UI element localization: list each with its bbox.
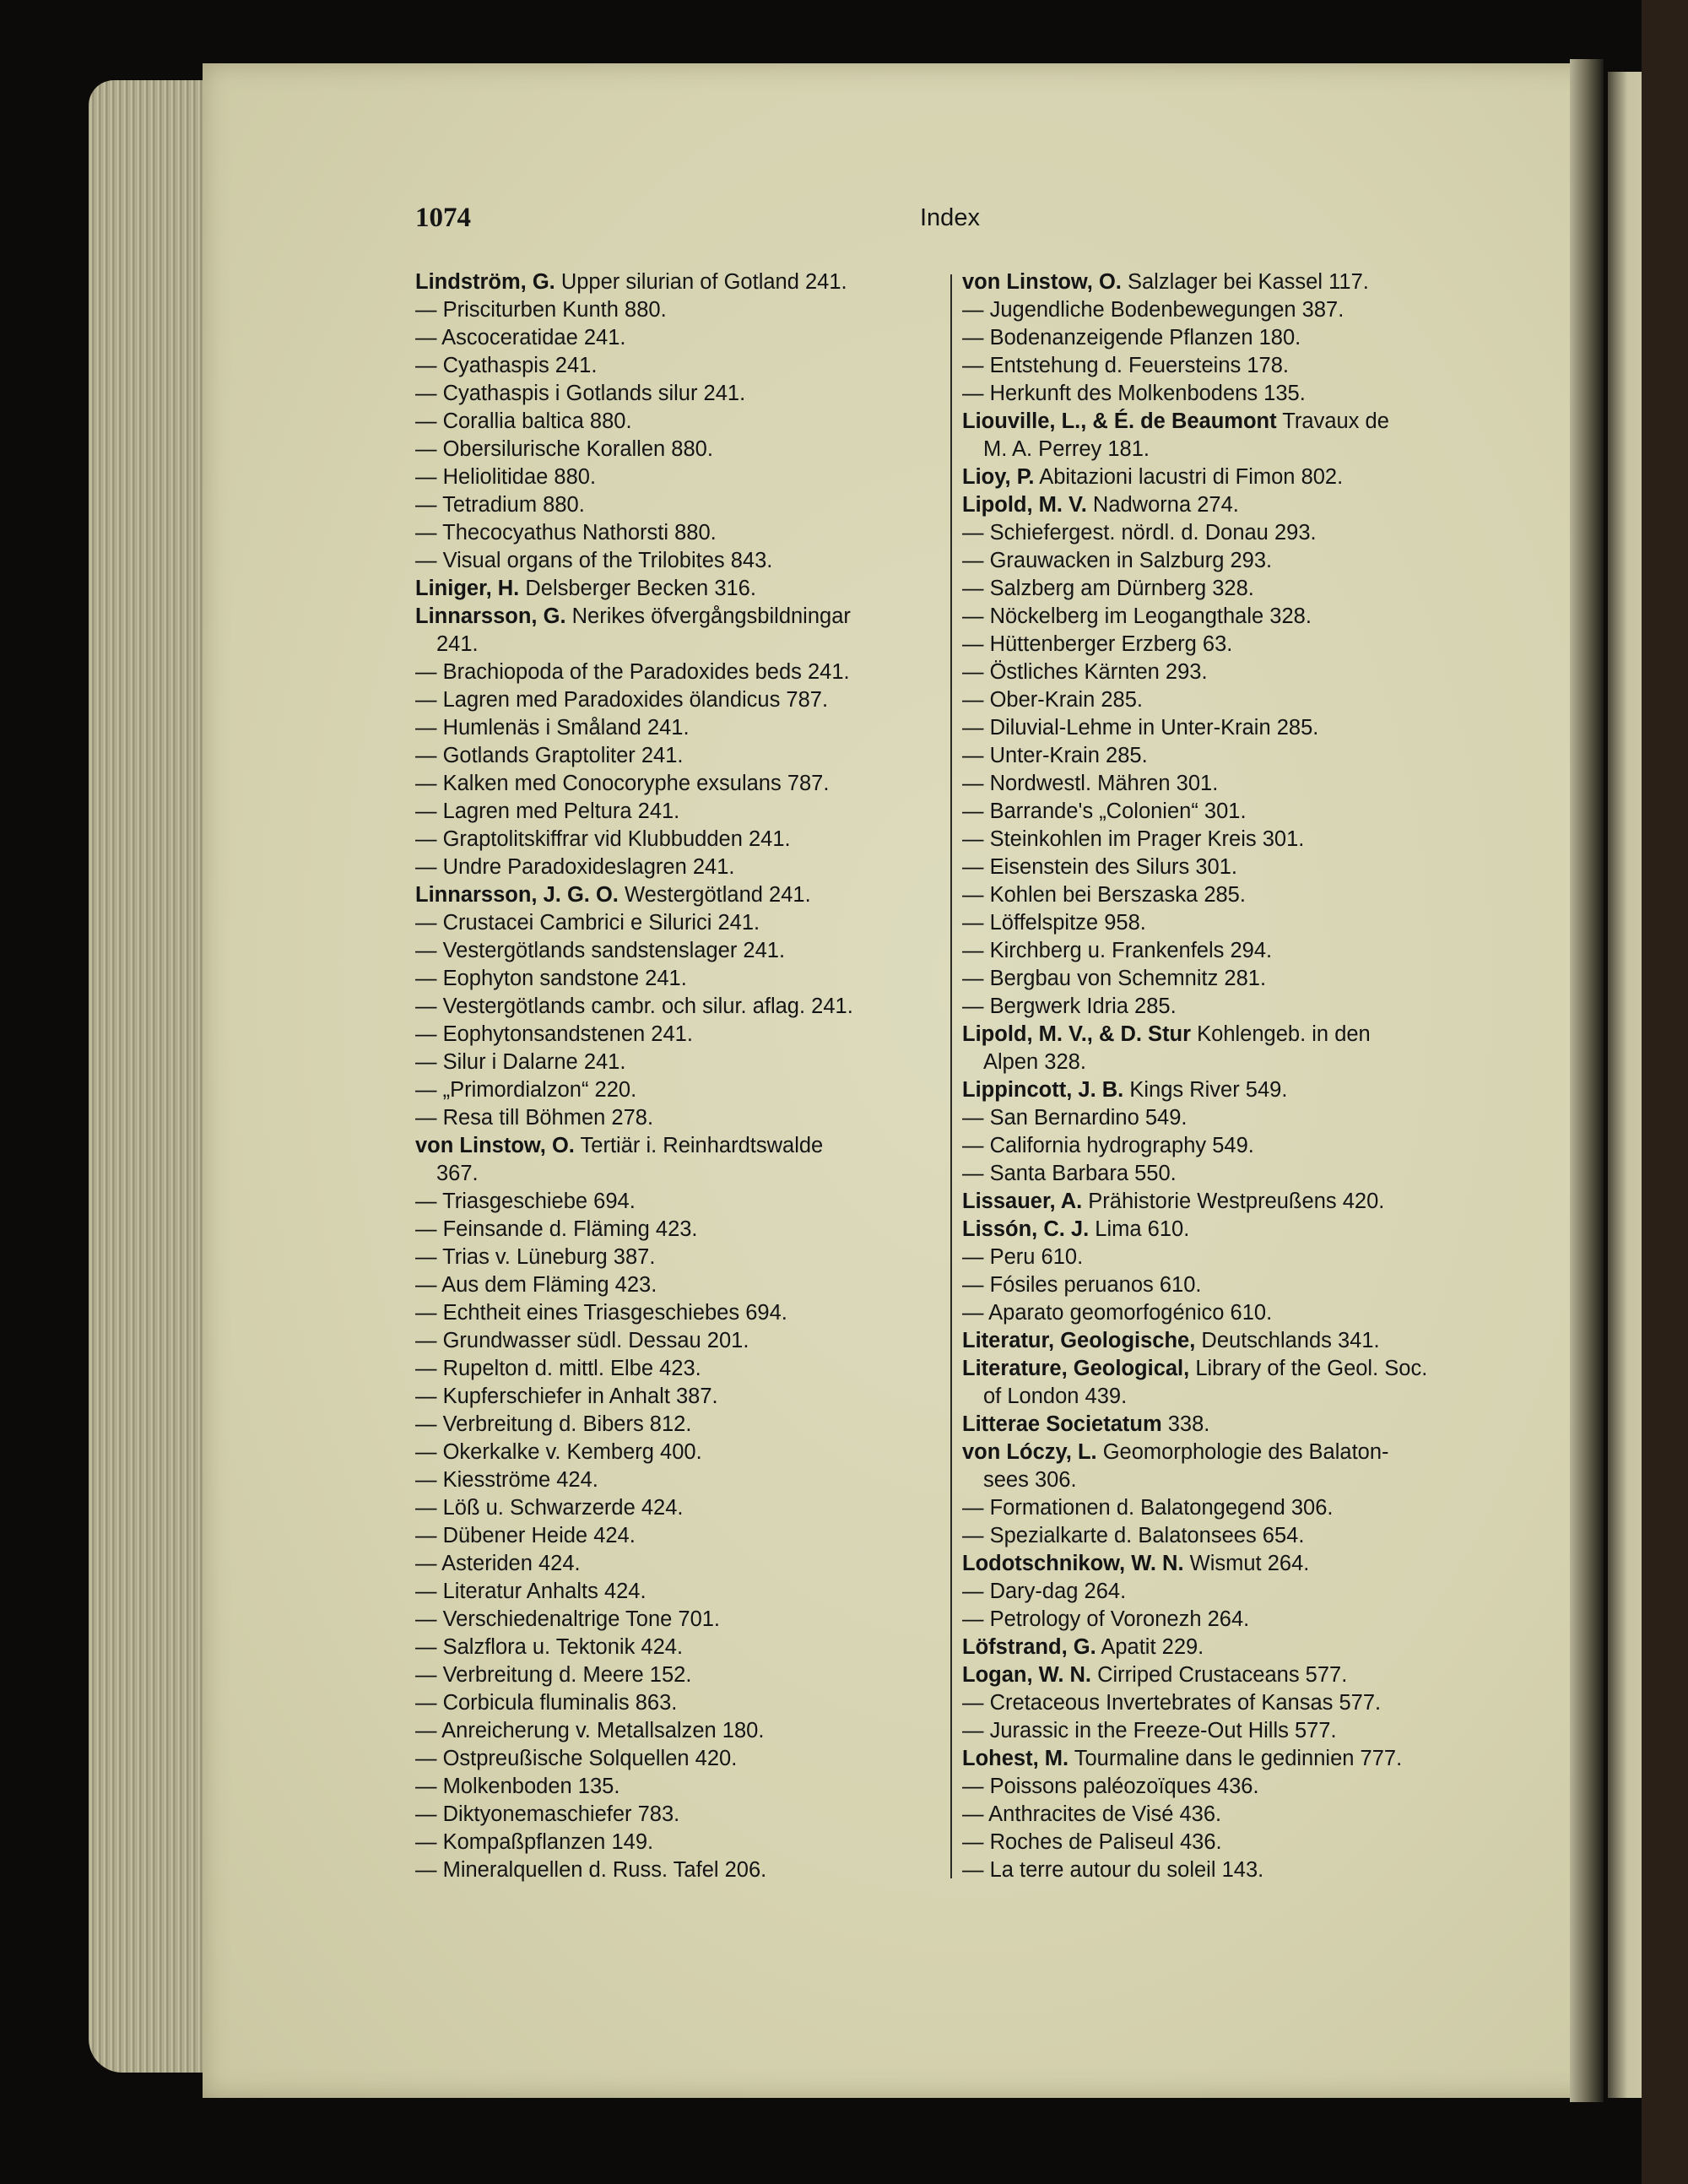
index-text: — Kohlen bei Berszaska 285.: [962, 883, 1246, 907]
index-entry: [962, 324, 1485, 352]
index-entry: [962, 798, 1485, 826]
index-entry: [415, 854, 939, 881]
index-entry-heading: [962, 1188, 1485, 1216]
index-text: — Obersilurische Korallen 880.: [415, 437, 713, 461]
index-entry: [962, 1132, 1485, 1160]
index-entry: [415, 1661, 939, 1689]
index-entry-heading: [962, 1076, 1485, 1104]
index-author: Lissón, C. J.: [962, 1217, 1090, 1241]
index-entry: [962, 352, 1485, 380]
index-author: Lioy, P.: [962, 465, 1035, 489]
index-text: — Herkunft des Molkenbodens 135.: [962, 382, 1306, 405]
index-text: — Nöckelberg im Leogangthale 328.: [962, 604, 1312, 628]
index-entry: [962, 1606, 1485, 1634]
index-text: — Unter-Krain 285.: [962, 744, 1148, 767]
index-entry-heading: [962, 1021, 1485, 1049]
index-entry-heading: [415, 881, 939, 909]
index-text: — Eophyton sandstone 241.: [415, 967, 687, 990]
index-entry: [415, 408, 939, 436]
book-cover-edge: [1642, 0, 1688, 2184]
index-entry: [962, 519, 1485, 547]
index-entry: [962, 380, 1485, 408]
index-entry: [962, 1801, 1485, 1829]
index-text: — Aparato geomorfogénico 610.: [962, 1301, 1273, 1325]
index-text: — Verbreitung d. Bibers 812.: [415, 1412, 692, 1436]
page-title: Index: [920, 204, 980, 231]
index-entry: [415, 296, 939, 324]
index-entry-heading: [962, 408, 1485, 436]
index-text: — Kompaßpflanzen 149.: [415, 1830, 654, 1854]
index-text: — Spezialkarte d. Balatonsees 654.: [962, 1524, 1305, 1547]
index-text: — Lagren med Peltura 241.: [415, 799, 680, 823]
book-gutter: [1570, 59, 1604, 2102]
index-entry: [415, 1773, 939, 1801]
index-text: — Ascoceratidae 241.: [415, 326, 626, 350]
index-entry-heading: [962, 1439, 1485, 1466]
index-text: — Cretaceous Invertebrates of Kansas 577.: [962, 1691, 1382, 1715]
index-text: — Humlenäs i Småland 241.: [415, 716, 690, 740]
index-entry: [415, 1466, 939, 1494]
index-entry: [962, 547, 1485, 575]
index-entry: [415, 1829, 939, 1856]
index-entry: [415, 1188, 939, 1216]
index-text: — Salzberg am Dürnberg 328.: [962, 577, 1254, 600]
index-text: — Undre Paradoxideslagren 241.: [415, 855, 735, 879]
index-text: — Thecocyathus Nathorsti 880.: [415, 521, 717, 545]
index-author: Literature, Geological,: [962, 1357, 1190, 1380]
index-text: Travaux de: [1276, 409, 1389, 433]
index-entry: [415, 937, 939, 965]
index-text: — Schiefergest. nördl. d. Donau 293.: [962, 521, 1317, 545]
index-text: — California hydrography 549.: [962, 1134, 1254, 1157]
index-entry: [415, 1244, 939, 1271]
index-text: — Rupelton d. mittl. Elbe 423.: [415, 1357, 701, 1380]
index-text: — Ostpreußische Solquellen 420.: [415, 1747, 738, 1770]
index-entry: [962, 1522, 1485, 1550]
index-text: — Molkenboden 135.: [415, 1775, 620, 1798]
index-entry: [415, 463, 939, 491]
index-text: — Asteriden 424.: [415, 1552, 581, 1575]
index-text: Prähistorie Westpreußens 420.: [1082, 1190, 1385, 1213]
index-text: — Heliolitidae 880.: [415, 465, 597, 489]
index-text: — Kalken med Conocoryphe exsulans 787.: [415, 772, 830, 795]
index-entry-continuation: [962, 1466, 1485, 1494]
index-entry: [415, 1439, 939, 1466]
index-text: — Okerkalke v. Kemberg 400.: [415, 1440, 702, 1464]
index-entry: [962, 1829, 1485, 1856]
index-text: Delsberger Becken 316.: [519, 577, 756, 600]
index-text: — Crustacei Cambrici e Silurici 241.: [415, 911, 760, 935]
index-entry-continuation: [962, 1049, 1485, 1076]
index-entry: [962, 658, 1485, 686]
index-text: — Kupferschiefer in Anhalt 387.: [415, 1385, 718, 1408]
index-entry: [962, 714, 1485, 742]
index-text: — Lagren med Paradoxides ölandicus 787.: [415, 688, 829, 712]
index-entry: [415, 519, 939, 547]
index-text: — Poissons paléozoïques 436.: [962, 1775, 1259, 1798]
index-text: — Vestergötlands sandstenslager 241.: [415, 939, 786, 962]
column-divider: [950, 274, 952, 1878]
index-entry: [415, 1383, 939, 1411]
index-text: — Tetradium 880.: [415, 493, 585, 517]
index-entry: [962, 1494, 1485, 1522]
index-text: Nerikes öfvergångsbildningar: [565, 604, 851, 628]
index-text: of London 439.: [983, 1385, 1128, 1408]
index-entry: [962, 1244, 1485, 1271]
index-text: — Formationen d. Balatongegend 306.: [962, 1496, 1334, 1520]
index-text: — Jurassic in the Freeze-Out Hills 577.: [962, 1719, 1337, 1742]
index-text: — Entstehung d. Feuersteins 178.: [962, 354, 1289, 377]
page-header: [0, 203, 1688, 245]
index-entry: [962, 1271, 1485, 1299]
index-text: Wismut 264.: [1183, 1552, 1310, 1575]
index-text: — Jugendliche Bodenbewegungen 387.: [962, 298, 1344, 322]
index-entry-heading: [962, 1745, 1485, 1773]
index-text: — Roches de Paliseul 436.: [962, 1830, 1222, 1854]
index-text: — Ober-Krain 285.: [962, 688, 1144, 712]
index-entry-heading: [962, 1216, 1485, 1244]
index-text: — Grauwacken in Salzburg 293.: [962, 549, 1273, 572]
index-entry: [415, 1299, 939, 1327]
index-entry-heading: [962, 1634, 1485, 1661]
index-text: — Graptolitskiffrar vid Klubbudden 241.: [415, 827, 791, 851]
page-number: 1074: [415, 203, 471, 233]
index-text: Library of the Geol. Soc.: [1189, 1357, 1428, 1380]
index-text: — Kiesströme 424.: [415, 1468, 598, 1492]
index-text: — Eophytonsandstenen 241.: [415, 1022, 693, 1046]
index-text: Geomorphologie des Balaton-: [1096, 1440, 1389, 1464]
index-entry: [415, 909, 939, 937]
index-entry: [962, 631, 1485, 658]
index-text: — Bergwerk Idria 285.: [962, 994, 1177, 1018]
index-text: — Triasgeschiebe 694.: [415, 1190, 636, 1213]
index-entry: [415, 1856, 939, 1884]
index-entry: [962, 826, 1485, 854]
index-text: 241.: [436, 632, 479, 656]
index-text: — Verbreitung d. Meere 152.: [415, 1663, 692, 1687]
index-text: — Kirchberg u. Frankenfels 294.: [962, 939, 1273, 962]
index-entry: [962, 1578, 1485, 1606]
index-entry: [962, 1689, 1485, 1717]
index-text: Upper silurian of Gotland 241.: [555, 270, 847, 294]
index-entry: [962, 1717, 1485, 1745]
index-text: — Gotlands Graptoliter 241.: [415, 744, 684, 767]
index-entry: [415, 1745, 939, 1773]
index-entry: [415, 770, 939, 798]
index-text: — Bergbau von Schemnitz 281.: [962, 967, 1267, 990]
index-text: — Peru 610.: [962, 1245, 1084, 1269]
index-entry-heading: [962, 491, 1485, 519]
index-text: Kohlengeb. in den: [1191, 1022, 1371, 1046]
index-entry: [415, 1076, 939, 1104]
index-entry: [415, 1271, 939, 1299]
index-entry-continuation: [962, 436, 1485, 463]
index-entry: [962, 1160, 1485, 1188]
index-author: Lodotschnikow, W. N.: [962, 1552, 1184, 1575]
index-entry: [415, 1689, 939, 1717]
index-entry: [415, 1578, 939, 1606]
index-entry: [415, 742, 939, 770]
index-entry-continuation: [962, 1383, 1485, 1411]
index-author: Lipold, M. V., & D. Stur: [962, 1022, 1192, 1046]
index-text: 338.: [1161, 1412, 1210, 1436]
index-entry: [415, 798, 939, 826]
index-text: — Santa Barbara 550.: [962, 1162, 1177, 1185]
index-text: — Fósiles peruanos 610.: [962, 1273, 1202, 1297]
index-text: — Eisenstein des Silurs 301.: [962, 855, 1237, 879]
index-entry: [415, 1550, 939, 1578]
index-entry: [962, 1773, 1485, 1801]
index-author: von Linstow, O.: [962, 270, 1122, 294]
index-entry: [962, 575, 1485, 603]
index-text: — Diktyonemaschiefer 783.: [415, 1802, 680, 1826]
index-entry-heading: [962, 1661, 1485, 1689]
index-text: — Literatur Anhalts 424.: [415, 1580, 647, 1603]
index-entry-heading: [415, 1132, 939, 1160]
index-text: — Östliches Kärnten 293.: [962, 660, 1208, 684]
index-entry: [415, 658, 939, 686]
index-entry: [415, 1717, 939, 1745]
index-entry: [415, 1801, 939, 1829]
index-entry: [415, 1104, 939, 1132]
index-text: Salzlager bei Kassel 117.: [1121, 270, 1369, 294]
index-column-right: [962, 268, 1485, 1884]
index-entry: [415, 1411, 939, 1439]
index-text: — Prisciturben Kunth 880.: [415, 298, 667, 322]
index-entry: [962, 1856, 1485, 1884]
index-text: Deutschlands 341.: [1195, 1329, 1380, 1352]
index-entry-heading: [415, 603, 939, 631]
index-author: Lissauer, A.: [962, 1190, 1083, 1213]
index-text: M. A. Perrey 181.: [983, 437, 1150, 461]
index-author: Liouville, L., & É. de Beaumont: [962, 409, 1277, 433]
index-entry: [415, 1634, 939, 1661]
index-text: Lima 610.: [1089, 1217, 1190, 1241]
index-text: — Anreicherung v. Metallsalzen 180.: [415, 1719, 765, 1742]
index-author: von Linstow, O.: [415, 1134, 575, 1157]
index-text: Alpen 328.: [983, 1050, 1086, 1074]
index-text: — Dübener Heide 424.: [415, 1524, 636, 1547]
index-text: — Vestergötlands cambr. och silur. aflag. 241.: [415, 994, 853, 1018]
index-text: — Echtheit eines Triasgeschiebes 694.: [415, 1301, 787, 1325]
index-entry: [415, 352, 939, 380]
index-entry-heading: [962, 1327, 1485, 1355]
index-author: Linnarsson, J. G. O.: [415, 883, 619, 907]
index-text: — Hüttenberger Erzberg 63.: [962, 632, 1233, 656]
index-entry: [415, 1494, 939, 1522]
index-entry-heading: [415, 268, 939, 296]
index-text: — Brachiopoda of the Paradoxides beds 241.: [415, 660, 850, 684]
index-entry: [415, 1021, 939, 1049]
index-text: — Trias v. Lüneburg 387.: [415, 1245, 656, 1269]
index-entry: [415, 491, 939, 519]
index-entry-continuation: [415, 631, 939, 658]
index-column-left: [415, 268, 939, 1884]
index-entry: [962, 686, 1485, 714]
index-text: — Corallia baltica 880.: [415, 409, 632, 433]
index-entry: [415, 1049, 939, 1076]
index-author: von Lóczy, L.: [962, 1440, 1097, 1464]
index-entry: [415, 547, 939, 575]
index-text: — Corbicula fluminalis 863.: [415, 1691, 678, 1715]
index-entry-heading: [415, 575, 939, 603]
index-text: — Nordwestl. Mähren 301.: [962, 772, 1219, 795]
index-text: — Mineralquellen d. Russ. Tafel 206.: [415, 1858, 767, 1882]
index-entry: [415, 686, 939, 714]
index-text: Tertiär i. Reinhardtswalde: [574, 1134, 824, 1157]
index-entry: [415, 1355, 939, 1383]
index-text: — Silur i Dalarne 241.: [415, 1050, 626, 1074]
index-text: — Dary-dag 264.: [962, 1580, 1127, 1603]
index-text: Tourmaline dans le gedinnien 777.: [1069, 1747, 1403, 1770]
index-author: Lippincott, J. B.: [962, 1078, 1124, 1102]
index-author: Löfstrand, G.: [962, 1635, 1096, 1659]
index-text: — Resa till Böhmen 278.: [415, 1106, 654, 1130]
index-entry: [415, 324, 939, 352]
index-entry: [962, 1104, 1485, 1132]
index-author: Lipold, M. V.: [962, 493, 1087, 517]
index-text: — Löß u. Schwarzerde 424.: [415, 1496, 684, 1520]
index-text: — Verschiedenaltrige Tone 701.: [415, 1607, 721, 1631]
index-text: — Cyathaspis i Gotlands silur 241.: [415, 382, 746, 405]
index-text: — Salzflora u. Tektonik 424.: [415, 1635, 684, 1659]
index-entry-heading: [962, 463, 1485, 491]
index-entry-heading: [962, 1411, 1485, 1439]
index-entry-heading: [962, 268, 1485, 296]
index-entry: [415, 993, 939, 1021]
index-text: — Grundwasser südl. Dessau 201.: [415, 1329, 749, 1352]
index-text: 367.: [436, 1162, 479, 1185]
index-author: Lohest, M.: [962, 1747, 1069, 1770]
index-entry: [962, 881, 1485, 909]
index-entry-continuation: [415, 1160, 939, 1188]
index-text: — Bodenanzeigende Pflanzen 180.: [962, 326, 1301, 350]
index-entry: [962, 296, 1485, 324]
index-text: — Diluvial-Lehme in Unter-Krain 285.: [962, 716, 1319, 740]
index-text: — Barrande's „Colonien“ 301.: [962, 799, 1247, 823]
index-entry: [415, 1522, 939, 1550]
index-text: — Feinsande d. Fläming 423.: [415, 1217, 698, 1241]
index-entry: [962, 937, 1485, 965]
index-author: Literatur, Geologische,: [962, 1329, 1196, 1352]
index-text: — San Bernardino 549.: [962, 1106, 1188, 1130]
index-text: — La terre autour du soleil 143.: [962, 1858, 1264, 1882]
index-entry: [415, 714, 939, 742]
index-text: — „Primordialzon“ 220.: [415, 1078, 637, 1102]
index-text: — Aus dem Fläming 423.: [415, 1273, 657, 1297]
index-entry: [415, 436, 939, 463]
index-entry: [962, 965, 1485, 993]
index-entry: [415, 1216, 939, 1244]
index-text: Nadworna 274.: [1086, 493, 1239, 517]
index-entry: [962, 770, 1485, 798]
index-entry: [415, 1606, 939, 1634]
index-entry: [962, 603, 1485, 631]
index-entry: [415, 1327, 939, 1355]
index-text: — Petrology of Voronezh 264.: [962, 1607, 1250, 1631]
index-entry: [962, 993, 1485, 1021]
index-author: Liniger, H.: [415, 577, 520, 600]
index-entry: [415, 826, 939, 854]
index-author: Linnarsson, G.: [415, 604, 566, 628]
index-entry: [962, 1299, 1485, 1327]
index-author: Litterae Societatum: [962, 1412, 1162, 1436]
index-text: — Anthracites de Visé 436.: [962, 1802, 1222, 1826]
index-text: — Löffelspitze 958.: [962, 911, 1146, 935]
index-entry: [962, 909, 1485, 937]
index-entry-heading: [962, 1550, 1485, 1578]
index-author: Lindström, G.: [415, 270, 555, 294]
index-text: — Steinkohlen im Prager Kreis 301.: [962, 827, 1305, 851]
index-author: Logan, W. N.: [962, 1663, 1091, 1687]
index-entry: [962, 854, 1485, 881]
index-entry: [415, 965, 939, 993]
index-entry-heading: [962, 1355, 1485, 1383]
index-text: sees 306.: [983, 1468, 1077, 1492]
index-text: Westergötland 241.: [618, 883, 811, 907]
index-entry: [962, 742, 1485, 770]
index-text: Abitazioni lacustri di Fimon 802.: [1034, 465, 1344, 489]
index-entry: [415, 380, 939, 408]
index-text: Cirriped Crustaceans 577.: [1091, 1663, 1348, 1687]
index-text: — Visual organs of the Trilobites 843.: [415, 549, 773, 572]
index-text: — Cyathaspis 241.: [415, 354, 598, 377]
index-text: Apatit 229.: [1096, 1635, 1204, 1659]
index-text: Kings River 549.: [1123, 1078, 1288, 1102]
